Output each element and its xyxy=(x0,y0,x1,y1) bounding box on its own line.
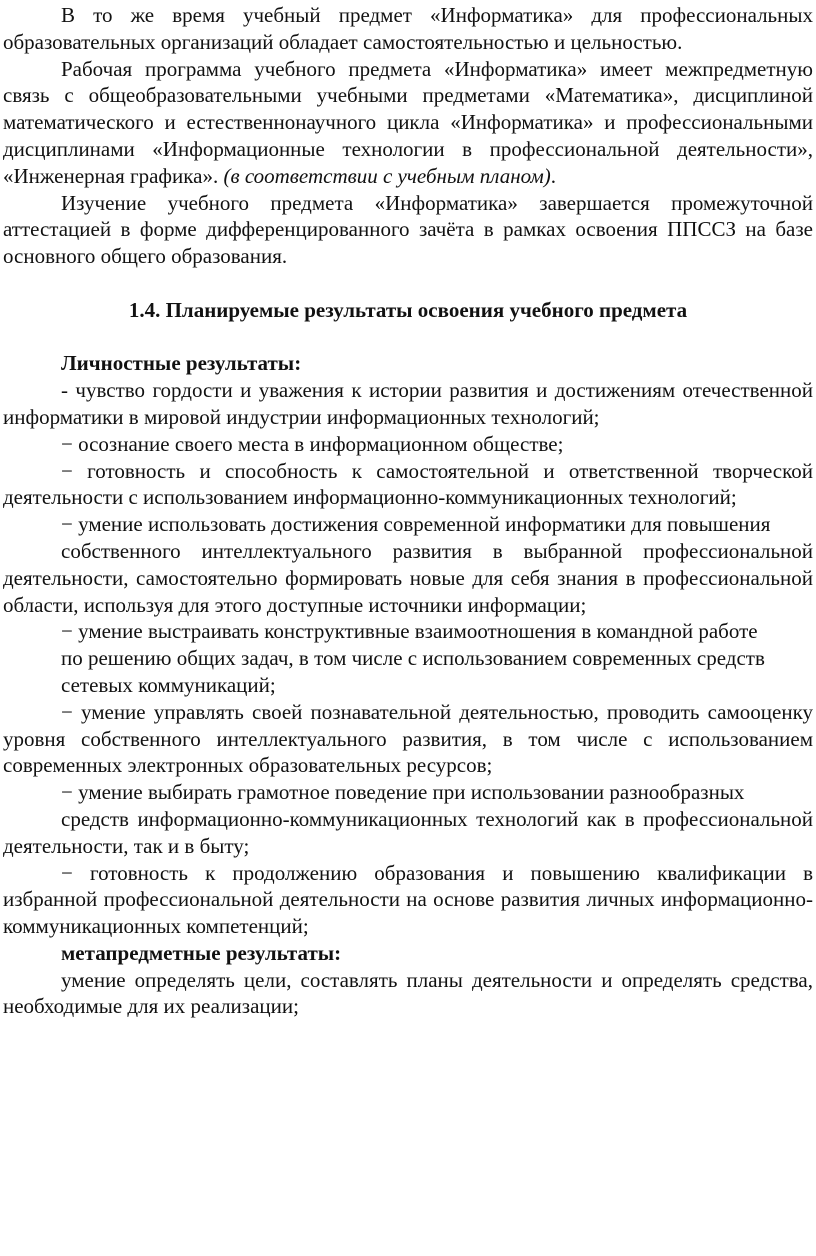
intro-paragraph-2-text: Рабочая программа учебного предмета «Информатика» имеет межпредметную связь с общеобразовательными учебными предметами «Математика», дисциплиной математического и естественнонаучного цикла «Информатика» и профессиональными дисциплинами «Информационные технологии в профессиональной деятельности», «Инженерная графика». xyxy=(3,56,813,188)
personal-item: − умение использовать достижения современной информатики для повышения xyxy=(61,512,771,537)
personal-item: средств информационно-коммуникационных технологий как в профессиональной деятельности, так и в быту; xyxy=(3,806,813,858)
personal-item: - чувство гордости и уважения к истории развития и достижениям отечественной информатики в мировой индустрии информационных технологий; xyxy=(3,378,813,429)
personal-results-heading: Личностные результаты: xyxy=(61,351,302,376)
personal-item: собственного интеллектуального развития в выбранной профессиональной деятельности, самостоятельно формировать новые для себя знания в профессиональной области, используя для этого доступные источники информации; xyxy=(3,538,813,617)
personal-item: − осознание своего места в информационном обществе; xyxy=(61,431,564,456)
personal-item: сетевых коммуникаций; xyxy=(61,672,276,697)
meta-results-heading: метапредметные результаты: xyxy=(61,940,342,965)
personal-item: − умение управлять своей познавательной деятельностью, проводить самооценку уровня собственного интеллектуального развития, в том числе с использованием современных электронных образовательных ресурсов; xyxy=(3,699,813,778)
personal-item: − готовность к продолжению образования и повышению квалификации в избранной профессиональной деятельности на основе развития личных информационно-коммуникационных компетенций; xyxy=(3,860,813,939)
section-title: 1.4. Планируемые результаты освоения учебного предмета xyxy=(128,297,688,322)
intro-paragraph-2-period: . xyxy=(550,163,556,188)
personal-item: − готовность и способность к самостоятельной и ответственной творческой деятельности с использованием информационно-коммуникационных технологий; xyxy=(3,458,813,510)
personal-item: по решению общих задач, в том числе с использованием современных средств xyxy=(61,646,765,671)
spacer xyxy=(3,270,813,297)
meta-item: умение определять цели, составлять планы деятельности и определять средства, необходимые для их реализации; xyxy=(3,967,813,1019)
intro-paragraph-3: Изучение учебного предмета «Информатика» завершается промежуточной аттестацией в форме дифференцированного зачёта в рамках освоения ППССЗ на базе основного общего образования. xyxy=(3,190,813,269)
intro-paragraph-2-note: (в соответствии с учебным планом) xyxy=(223,163,551,188)
spacer xyxy=(3,324,813,351)
personal-item: − умение выбирать грамотное поведение при использовании разнообразных xyxy=(61,780,745,805)
personal-item: − умение выстраивать конструктивные взаимоотношения в командной работе xyxy=(61,619,758,644)
intro-paragraph-1: В то же время учебный предмет «Информатика» для профессиональных образовательных организаций обладает самостоятельностью и цельностью. xyxy=(3,3,813,54)
intro-paragraph-2 xyxy=(3,56,813,190)
